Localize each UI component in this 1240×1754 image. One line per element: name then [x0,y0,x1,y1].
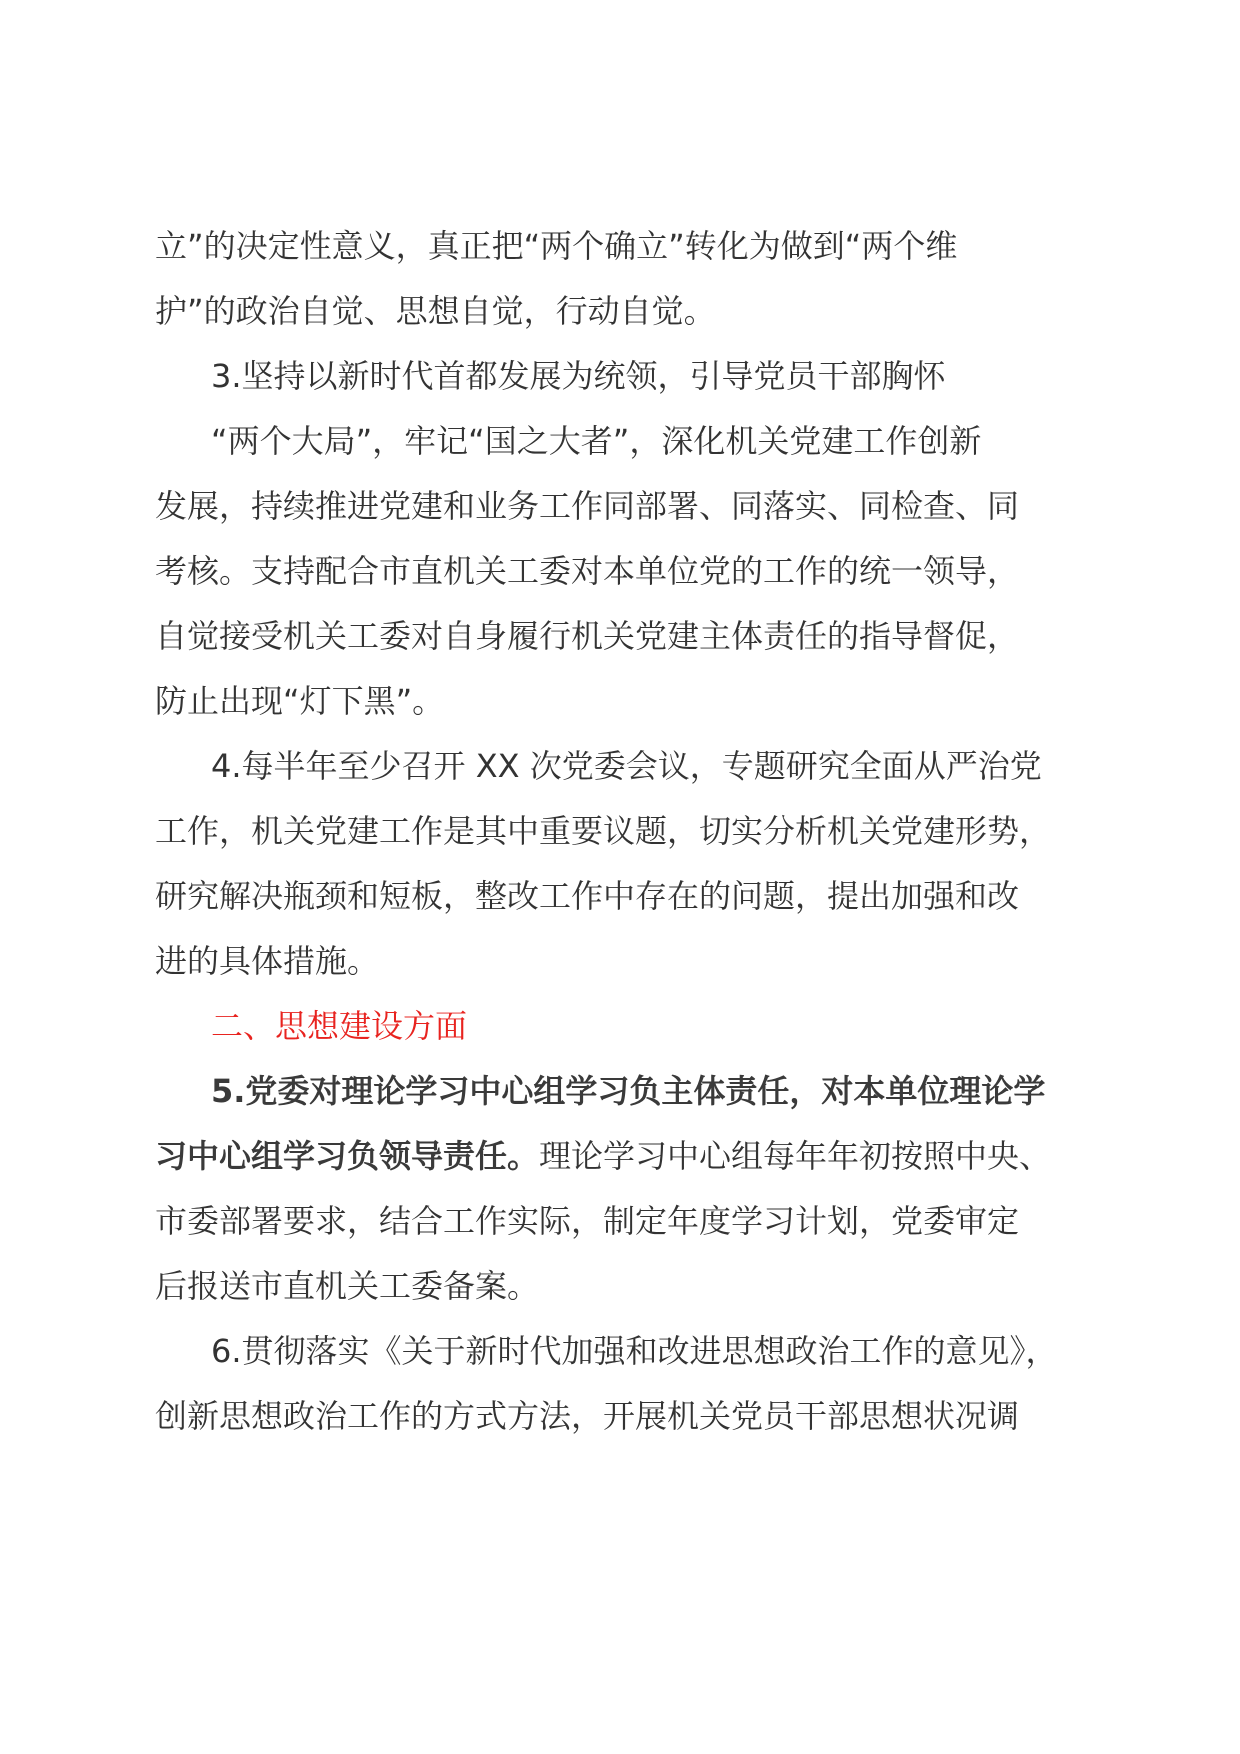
paragraph-line: 研究解决瓶颈和短板，整改工作中存在的问题，提出加强和改 [155,877,1020,915]
paragraph-line: 6.贯彻落实《关于新时代加强和改进思想政治工作的意见》， [211,1332,1058,1370]
paragraph-line: 工作，机关党建工作是其中重要议题，切实分析机关党建形势， [155,812,1052,850]
paragraph-line: 创新思想政治工作的方式方法，开展机关党员干部思想状况调 [155,1397,1020,1435]
paragraph-line: 4.每半年至少召开 XX 次党委会议，专题研究全面从严治党 [211,747,1042,785]
section-heading: 二、思想建设方面 [211,1007,468,1045]
paragraph-line: 自觉接受机关工委对自身履行机关党建主体责任的指导督促， [155,617,1020,655]
paragraph-line: 市委部署要求，结合工作实际，制定年度学习计划，党委审定 [155,1202,1020,1240]
document-body [155,214,1085,1449]
paragraph-line: 立”的决定性意义，真正把“两个确立”转化为做到“两个维 [155,227,958,265]
paragraph-line: 护”的政治自觉、思想自觉，行动自觉。 [155,292,716,330]
bold-text-run: 习中心组学习负领导责任。 [155,1137,540,1175]
bold-paragraph-line: 5.党委对理论学习中心组学习负主体责任，对本单位理论学 [211,1072,1046,1110]
regular-text-run: 理论学习中心组每年年初按照中央、 [539,1137,1052,1175]
paragraph-line: 防止出现“灯下黑”。 [155,682,445,720]
paragraph-line: 后报送市直机关工委备案。 [155,1267,540,1305]
paragraph-line: 3.坚持以新时代首都发展为统领，引导党员干部胸怀 [211,357,946,395]
paragraph-line: 进的具体措施。 [155,942,380,980]
mixed-paragraph-line [155,1124,1085,1189]
paragraph-line: 发展，持续推进党建和业务工作同部署、同落实、同检查、同 [155,487,1020,525]
paragraph-line: 考核。支持配合市直机关工委对本单位党的工作的统一领导， [155,552,1020,590]
paragraph-line: “两个大局”，牢记“国之大者”，深化机关党建工作创新 [211,422,982,460]
